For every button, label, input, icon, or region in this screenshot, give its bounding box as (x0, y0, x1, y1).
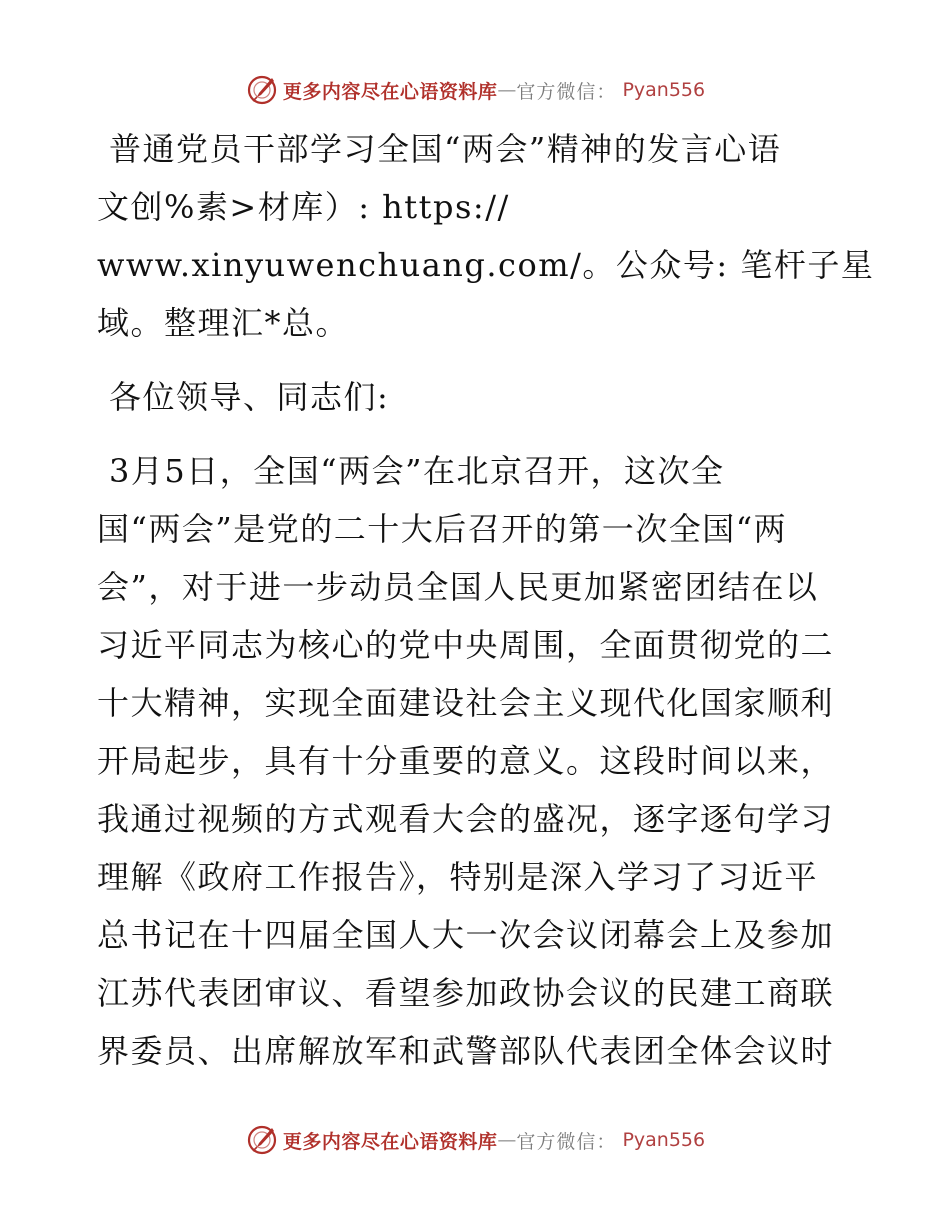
paragraph-line: 总书记在十四届全国人大一次会议闭幕会上及参加 (97, 916, 835, 954)
quill-pen-logo-icon (245, 73, 279, 107)
title-line: 普通党员干部学习全国“两会”精神的发言心语 (109, 130, 782, 168)
quill-pen-logo-icon (245, 1123, 279, 1157)
paragraph-line: 我通过视频的方式观看大会的盛况，逐字逐句学习 (97, 800, 835, 838)
banner-dash: — (497, 79, 517, 101)
header-banner (0, 70, 950, 110)
paragraph-line: 界委员、出席解放军和武警部队代表团全体会议时 (97, 1032, 835, 1070)
footer-banner (0, 1120, 950, 1160)
document-body (97, 120, 875, 1080)
paragraph-line: 理解《政府工作报告》，特别是深入学习了习近平 (97, 858, 819, 896)
banner-brand-text: 更多内容尽在心语资料库 (282, 80, 498, 103)
paragraph-line: 会”，对于进一步动员全国人民更加紧密团结在以 (97, 568, 819, 606)
banner-wechat-label: 官方微信： (516, 80, 617, 103)
banner-wechat-label: 官方微信： (516, 1130, 617, 1153)
banner-dash: — (497, 1129, 517, 1151)
paragraph-line: 开局起步，具有十分重要的意义。这段时间以来， (97, 742, 835, 780)
title-line: www.xinyuwenchuang.com/。公众号: 笔杆子星 (97, 246, 875, 284)
paragraph-line: 国“两会”是党的二十大后召开的第一次全国“两 (97, 510, 788, 548)
paragraph-line: 十大精神，实现全面建设社会主义现代化国家顺利 (97, 684, 835, 722)
paragraph-line: 3月5日，全国“两会”在北京召开，这次全 (109, 452, 725, 490)
banner-wechat-id: Pyan556 (622, 1129, 706, 1151)
paragraph-line: 习近平同志为核心的党中央周围，全面贯彻党的二 (97, 626, 835, 664)
banner-brand-text: 更多内容尽在心语资料库 (282, 1130, 498, 1153)
title-line: 文创%素>材库）: https:// (97, 188, 510, 226)
body-paragraph (97, 442, 857, 1080)
paragraph-line: 江苏代表团审议、看望参加政协会议的民建工商联 (97, 974, 835, 1012)
document-title (97, 120, 875, 352)
title-line: 域。整理汇*总。 (97, 304, 350, 342)
salutation: 各位领导、同志们: (109, 378, 390, 416)
banner-wechat-id: Pyan556 (622, 79, 706, 101)
